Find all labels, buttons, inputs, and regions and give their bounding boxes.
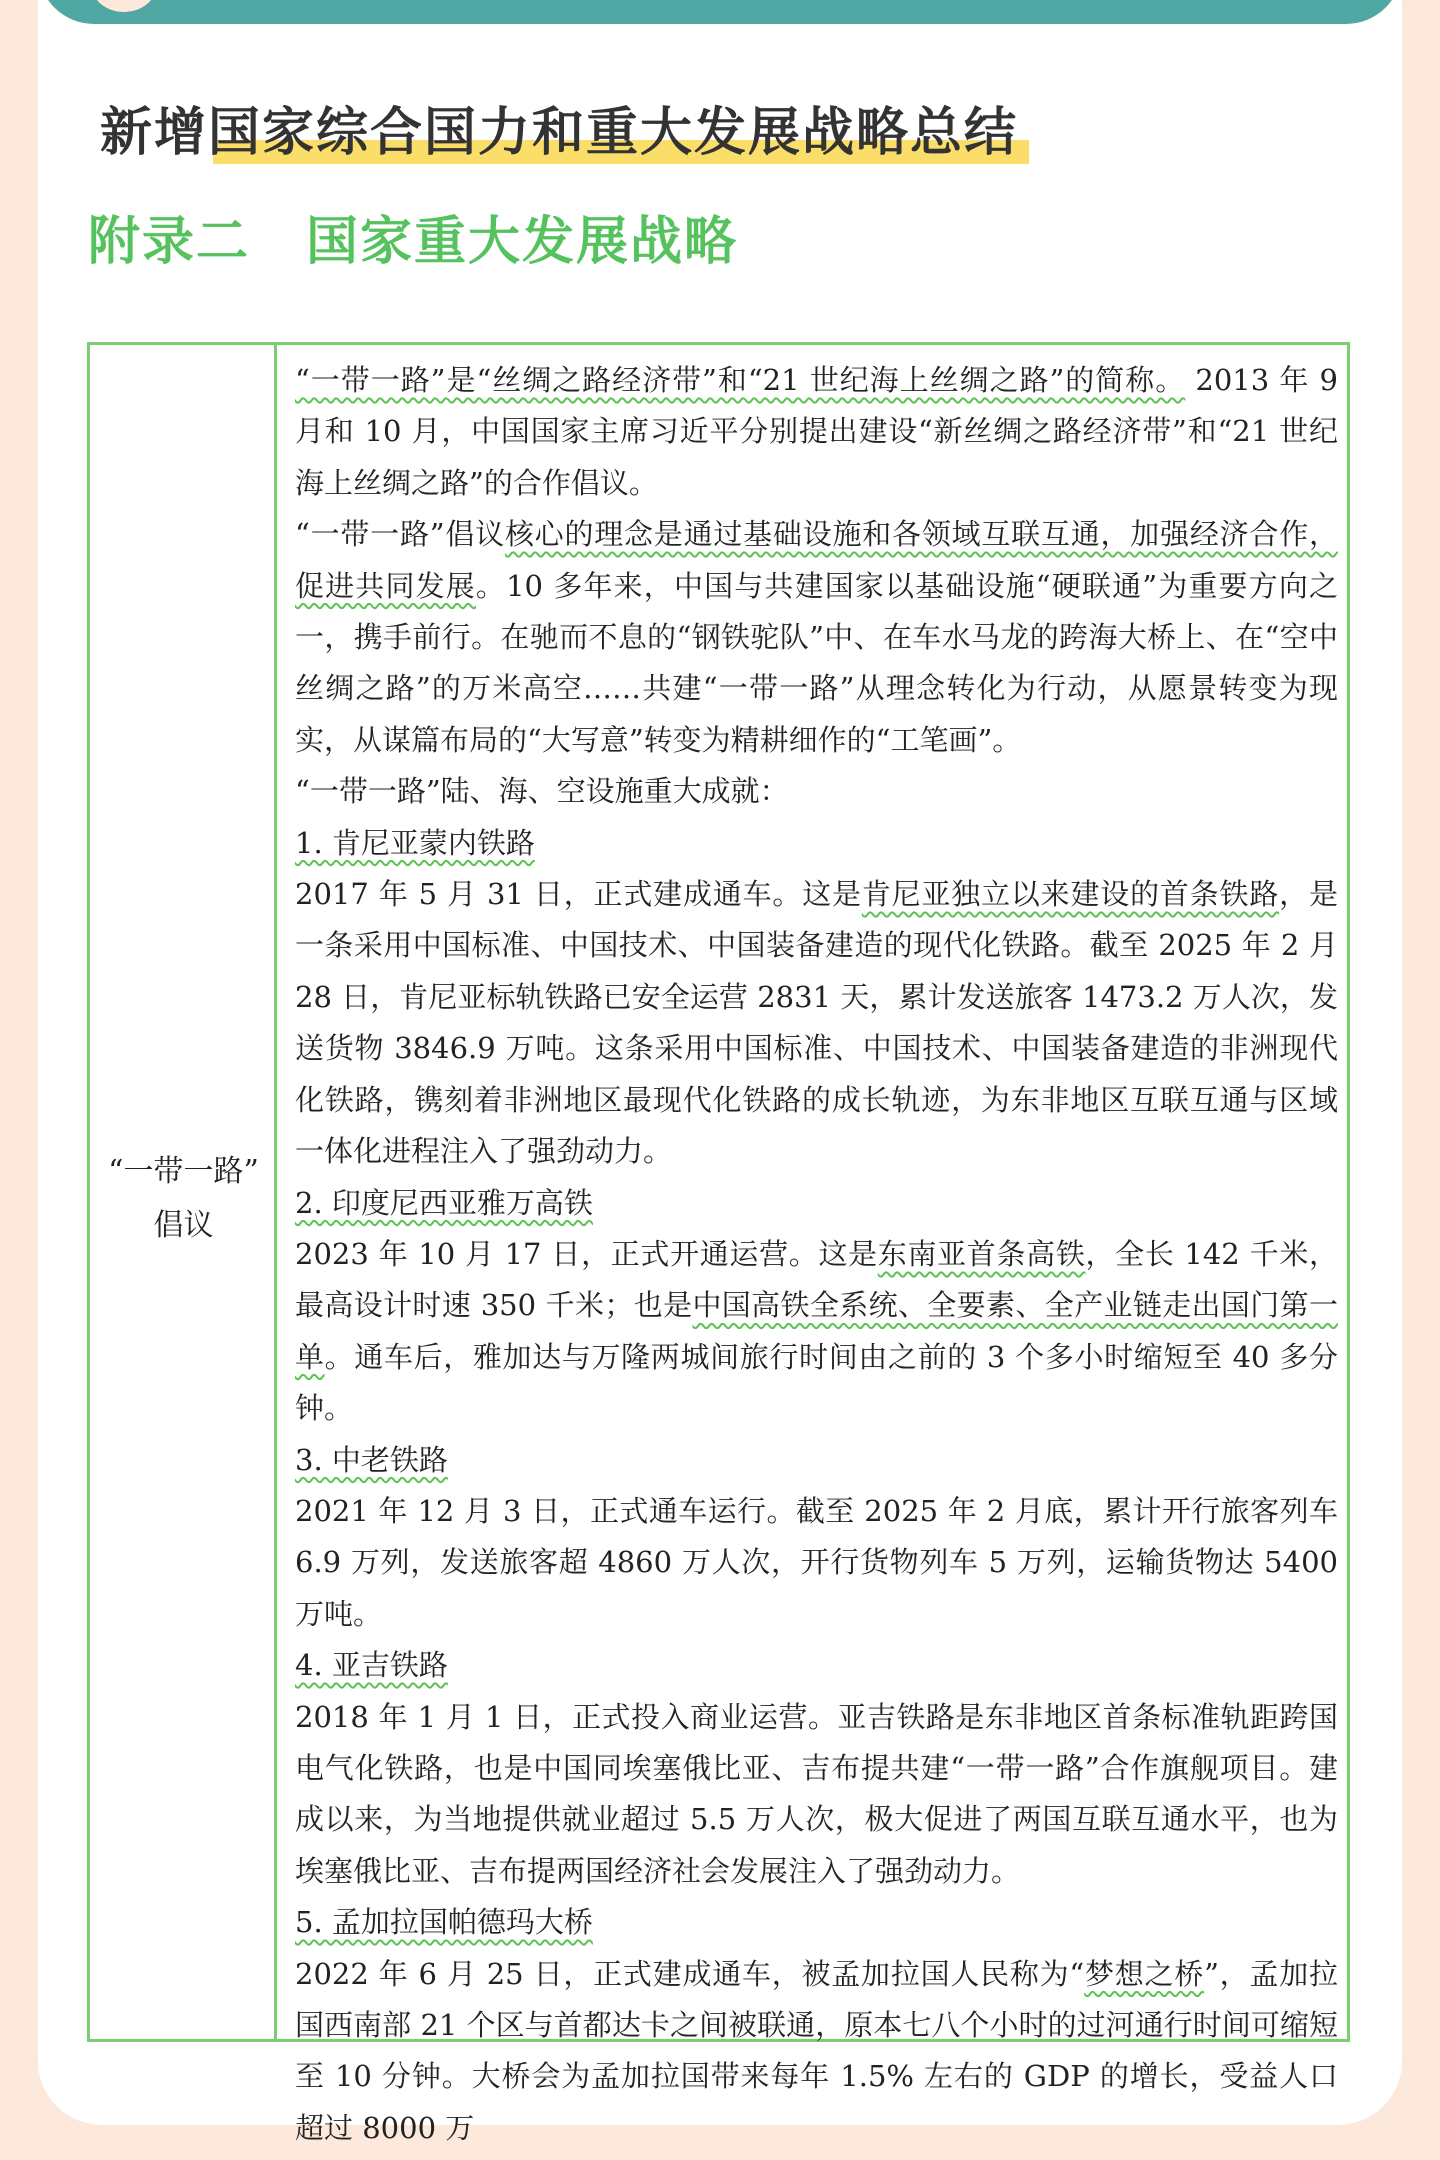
content-cell <box>280 345 1350 2145</box>
section-title <box>88 207 738 277</box>
project-heading: 4. 亚吉铁路 <box>295 1648 448 1683</box>
project-heading: 5. 孟加拉国帕德玛大桥 <box>295 1905 593 1940</box>
project-text: 2022 年 6 月 25 日，正式建成通车，被孟加拉国人民称为“梦想之桥”，孟加拉国西南部 21 个区与首都达卡之间被联通，原本七八个小时的过河通行时间可缩短至 10 分钟。大桥会为孟加拉国带来每年 1.5% 左右的 GDP 的增长，受益人口超过 8000 万 <box>295 1956 1338 2145</box>
project-text: 2023 年 10 月 17 日，正式开通运营。这是东南亚首条高铁，全长 142 千米，最高设计时速 350 千米；也是中国高铁全系统、全要素、全产业链走出国门第一单。通车后，雅加达与万隆两城间旅行时间由之前的 3 个多小时缩短至 40 多分钟。 <box>295 1236 1338 1426</box>
header-banner <box>38 0 1402 24</box>
intro-paragraph-2: “一带一路”倡议核心的理念是通过基础设施和各领域互联互通，加强经济合作，促进共同发展。10 多年来，中国与共建国家以基础设施“硬联通”为重要方向之一，携手前行。在驰而不息的“钢铁驼队”中、在车水马龙的跨海大桥上、在“空中丝绸之路”的万米高空……共建“一带一路”从理念转化为行动，从愿景转变为现实，从谋篇布局的“大写意”转变为精耕细作的“工笔画”。 <box>295 517 1338 757</box>
category-label: “一带一路” 倡议 <box>108 1154 259 1243</box>
project-text: 2021 年 12 月 3 日，正式通车运行。截至 2025 年 2 月底，累计开行旅客列车 6.9 万列，发送旅客超 4860 万人次，开行货物列车 5 万列，运输货物达 5400 万吨。 <box>295 1493 1338 1631</box>
project-heading: 2. 印度尼西亚雅万高铁 <box>295 1185 593 1220</box>
strategy-table <box>87 342 1350 2145</box>
page-title: 新增国家综合国力和重大发展战略总结 <box>100 98 1018 168</box>
intro-paragraph-1: “一带一路”是“丝绸之路经济带”和“21 世纪海上丝绸之路”的简称。 2013 年 9 月和 10 月，中国国家主席习近平分别提出建设“新丝绸之路经济带”和“21 世纪海上丝绸之路”的合作倡议。 <box>295 363 1339 500</box>
intro-paragraph-3: “一带一路”陆、海、空设施重大成就： <box>295 774 789 809</box>
project-heading: 1. 肯尼亚蒙内铁路 <box>295 825 535 860</box>
appendix-label: 附录二 <box>88 212 251 272</box>
category-cell <box>90 345 277 2039</box>
appendix-title: 国家重大发展战略 <box>306 212 739 272</box>
project-text: 2018 年 1 月 1 日，正式投入商业运营。亚吉铁路是东非地区首条标准轨距跨国电气化铁路，也是中国同埃塞俄比亚、吉布提共建“一带一路”合作旗舰项目。建成以来，为当地提供就业超过 5.5 万人次，极大促进了两国互联互通水平，也为埃塞俄比亚、吉布提两国经济社会发展注入了强劲动力。 <box>295 1699 1338 1888</box>
project-heading: 3. 中老铁路 <box>295 1442 448 1477</box>
project-text: 2017 年 5 月 31 日，正式建成通车。这是肯尼亚独立以来建设的首条铁路，是一条采用中国标准、中国技术、中国装备建造的现代化铁路。截至 2025 年 2 月 28 日，肯尼亚标轨铁路已安全运营 2831 天，累计发送旅客 1473.2 万人次，发送货物 3846.9 万吨。这条采用中国标准、中国技术、中国装备建造的非洲现代化铁路，镌刻着非洲地区最现代化铁路的成长轨迹，为东非地区互联互通与区域一体化进程注入了强劲动力。 <box>295 877 1338 1169</box>
